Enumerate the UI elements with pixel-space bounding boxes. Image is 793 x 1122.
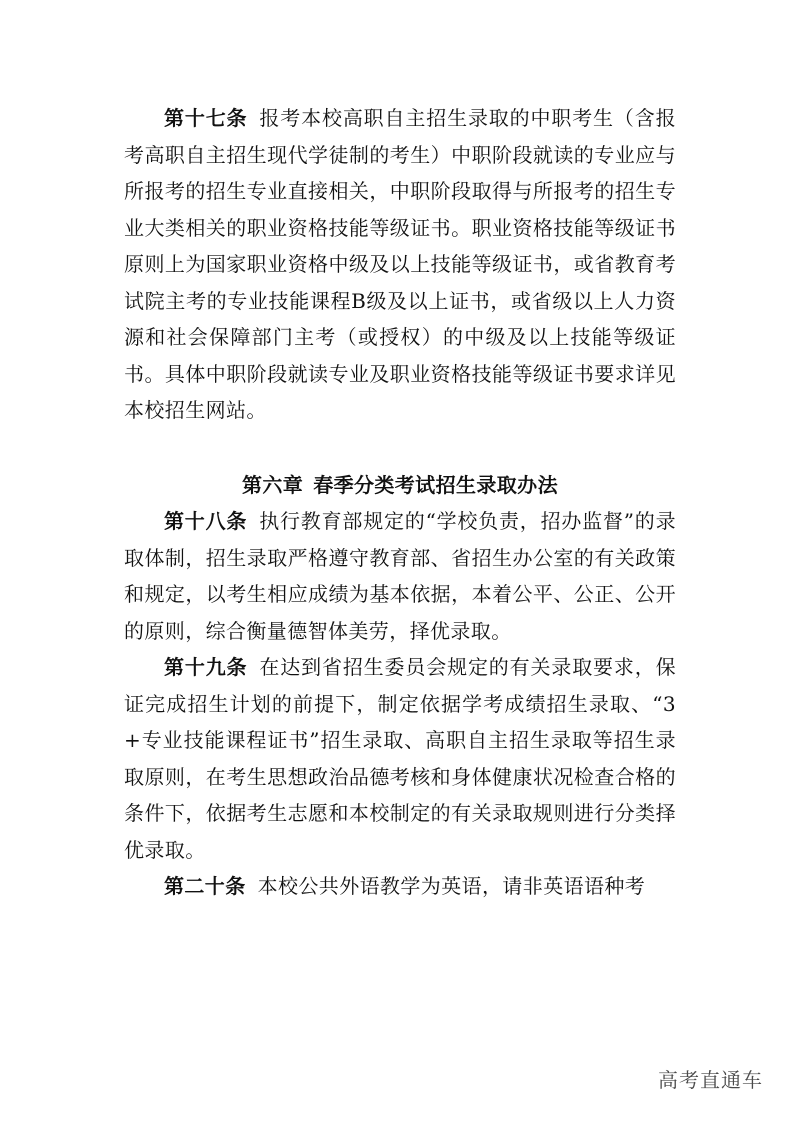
article-18-text: 执行教育部规定的“学校负责，招办监督”的录取体制，招生录取严格遵守教育部、省招生办公室的有关政策和规定，以考生相应成绩为基本依据，本着公平、公正、公开的原则，综合衡量德智体美劳，择优录取。 [124, 509, 676, 643]
article-18-label: 第十八条 [164, 509, 248, 533]
chapter-title: 春季分类考试招生录取办法 [313, 472, 558, 497]
chapter-heading [124, 467, 676, 504]
document-body [124, 100, 676, 905]
chapter-number: 第六章 [241, 472, 304, 497]
article-17-text: 报考本校高职自主招生录取的中职考生（含报考高职自主招生现代学徒制的考生）中职阶段就读的专业应与所报考的招生专业直接相关，中职阶段取得与所报考的招生专业大类相关的职业资格技能等级证书。职业资格技能等级证书原则上为国家职业资格中级及以上技能等级证书，或省教育考试院主考的专业技能课程B级及以上证书，或省级以上人力资源和社会保障部门主考（或授权）的中级及以上技能等级证书。具体中职阶段就读专业及职业资格技能等级证书要求详见本校招生网站。 [124, 106, 677, 422]
article-17-paragraph [124, 100, 676, 429]
article-19-label: 第十九条 [164, 655, 248, 679]
article-18-paragraph [124, 503, 676, 649]
article-20-text: 本校公共外语教学为英语，请非英语语种考 [257, 874, 646, 898]
article-19-text: 在达到省招生委员会规定的有关录取要求，保证完成招生计划的前提下，制定依据学考成绩招生录取、“3+专业技能课程证书”招生录取、高职自主招生录取等招生录取原则，在考生思想政治品德考核和身体健康状况检查合格的条件下，依据考生志愿和本校制定的有关录取规则进行分类择优录取。 [124, 655, 677, 862]
article-20-label: 第二十条 [164, 874, 246, 898]
article-19-paragraph [124, 649, 676, 868]
article-17-label: 第十七条 [164, 106, 248, 130]
watermark-text: 高考直通车 [658, 1068, 763, 1092]
article-20-paragraph [124, 868, 676, 905]
